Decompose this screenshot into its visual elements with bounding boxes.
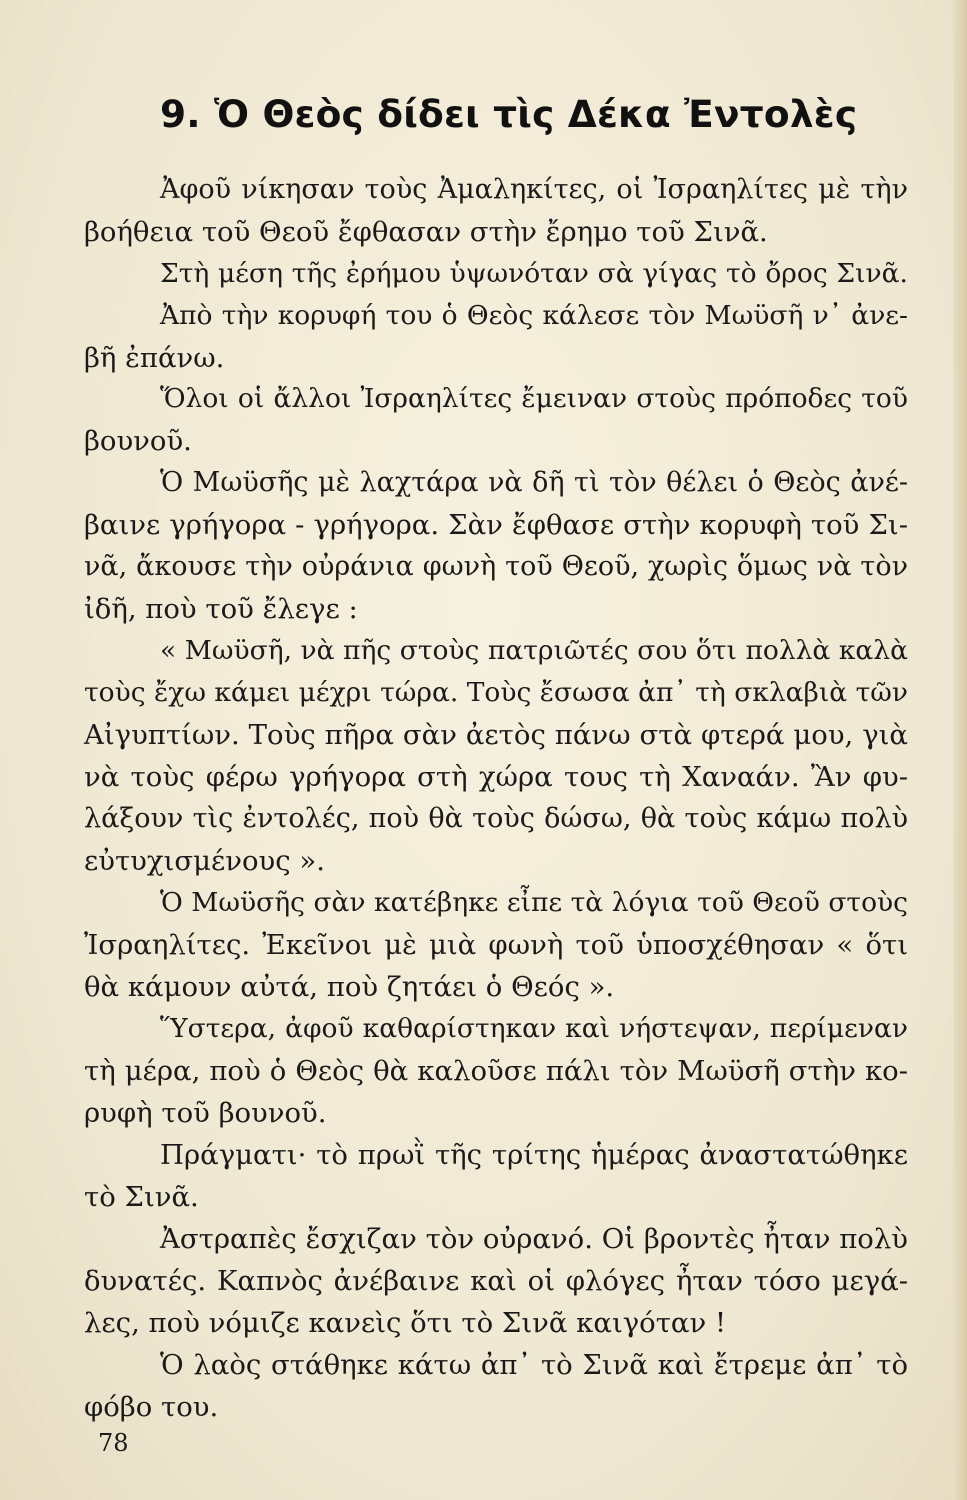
page-edge xyxy=(953,0,967,1500)
text-line: εὐτυχισμένους ». xyxy=(84,845,325,877)
text-line: βαινε γρήγορα - γρήγορα. Σὰν ἔφθασε στὴν κορυφὴ τοῦ Σι- xyxy=(84,509,908,541)
text-line: Ἀπὸ τὴν κορυφή του ὁ Θεὸς κάλεσε τὸν Μωϋσῆ ν᾽ ἀνε- xyxy=(160,300,908,331)
text-line: Ὁ Μωϋσῆς μὲ λαχτάρα νὰ δῆ τὶ τὸν θέλει ὁ Θεὸς ἀνέ- xyxy=(160,467,908,498)
text-line: Αἰγυπτίων. Τοὺς πῆρα σὰν ἀετὸς πάνω στὰ φτερά μου, γιὰ xyxy=(84,719,908,751)
text-line: λάξουν τὶς ἐντολές, ποὺ θὰ τοὺς δώσω, θὰ τοὺς κάμω πολὺ xyxy=(84,803,908,834)
text-line: Ὁ Μωϋσῆς σὰν κατέβηκε εἶπε τὰ λόγια τοῦ Θεοῦ στοὺς xyxy=(160,887,908,918)
text-line: « Μωϋσῆ, νὰ πῆς στοὺς πατριῶτές σου ὅτι πολλὰ καλὰ xyxy=(160,635,908,666)
text-line: τοὺς ἔχω κάμει μέχρι τώρα. Τοὺς ἔσωσα ἀπ᾽ τὴ σκλαβιὰ τῶν xyxy=(84,677,908,708)
text-line: νᾶ, ἄκουσε τὴν οὐράνια φωνὴ τοῦ Θεοῦ, χωρὶς ὅμως νὰ τὸν xyxy=(84,551,908,582)
text-line: Ὅλοι οἱ ἄλλοι Ἰσραηλίτες ἔμειναν στοὺς πρόποδες τοῦ xyxy=(160,383,908,414)
text-line: Πράγματι· τὸ πρωῒ τῆς τρίτης ἡμέρας ἀναστατώθηκε xyxy=(160,1139,908,1171)
text-line: ἰδῆ, ποὺ τοῦ ἔλεγε : xyxy=(84,593,358,625)
text-line: ρυφὴ τοῦ βουνοῦ. xyxy=(84,1097,327,1129)
text-line: νὰ τοὺς φέρω γρήγορα στὴ χώρα τους τὴ Χαναάν. Ἂν φυ- xyxy=(84,761,908,793)
text-line: λες, ποὺ νόμιζε κανεὶς ὅτι τὸ Σινᾶ καιγόταν ! xyxy=(84,1307,727,1339)
text-line: βοήθεια τοῦ Θεοῦ ἔφθασαν στὴν ἔρημο τοῦ Σινᾶ. xyxy=(84,216,768,248)
text-line: θὰ κάμουν αὐτά, ποὺ ζητάει ὁ Θεός ». xyxy=(84,971,615,1003)
text-line: Ὁ λαὸς στάθηκε κάτω ἀπ᾽ τὸ Σινᾶ καὶ ἔτρεμε ἀπ᾽ τὸ xyxy=(160,1349,908,1381)
text-line: τὸ Σινᾶ. xyxy=(84,1181,199,1213)
chapter-title: 9. Ὁ Θεὸς δίδει τὶς Δέκα Ἐντολὲς xyxy=(160,92,858,136)
text-line: Ἀστραπὲς ἔσχιζαν τὸν οὐρανό. Οἱ βροντὲς ἦταν πολὺ xyxy=(160,1223,908,1255)
text-line: βουνοῦ. xyxy=(84,425,192,457)
text-line: Ὕστερα, ἀφοῦ καθαρίστηκαν καὶ νήστεψαν, περίμεναν xyxy=(160,1013,908,1044)
text-line: Ἰσραηλίτες. Ἐκεῖνοι μὲ μιὰ φωνὴ τοῦ ὑποσχέθησαν « ὅτι xyxy=(84,929,908,961)
text-line: βῆ ἐπάνω. xyxy=(84,342,225,374)
text-line: Ἀφοῦ νίκησαν τοὺς Ἀμαληκίτες, οἱ Ἰσραηλίτες μὲ τὴν xyxy=(160,174,908,205)
text-line: δυνατές. Καπνὸς ἀνέβαινε καὶ οἱ φλόγες ἦταν τόσο μεγά- xyxy=(84,1265,908,1297)
text-line: φόβο του. xyxy=(84,1391,219,1423)
text-line: Στὴ μέση τῆς ἐρήμου ὑψωνόταν σὰ γίγας τὸ ὄρος Σινᾶ. xyxy=(160,258,908,289)
text-line: τὴ μέρα, ποὺ ὁ Θεὸς θὰ καλοῦσε πάλι τὸν Μωϋσῆ στὴν κο- xyxy=(84,1055,908,1087)
page-number: 78 xyxy=(98,1429,129,1457)
